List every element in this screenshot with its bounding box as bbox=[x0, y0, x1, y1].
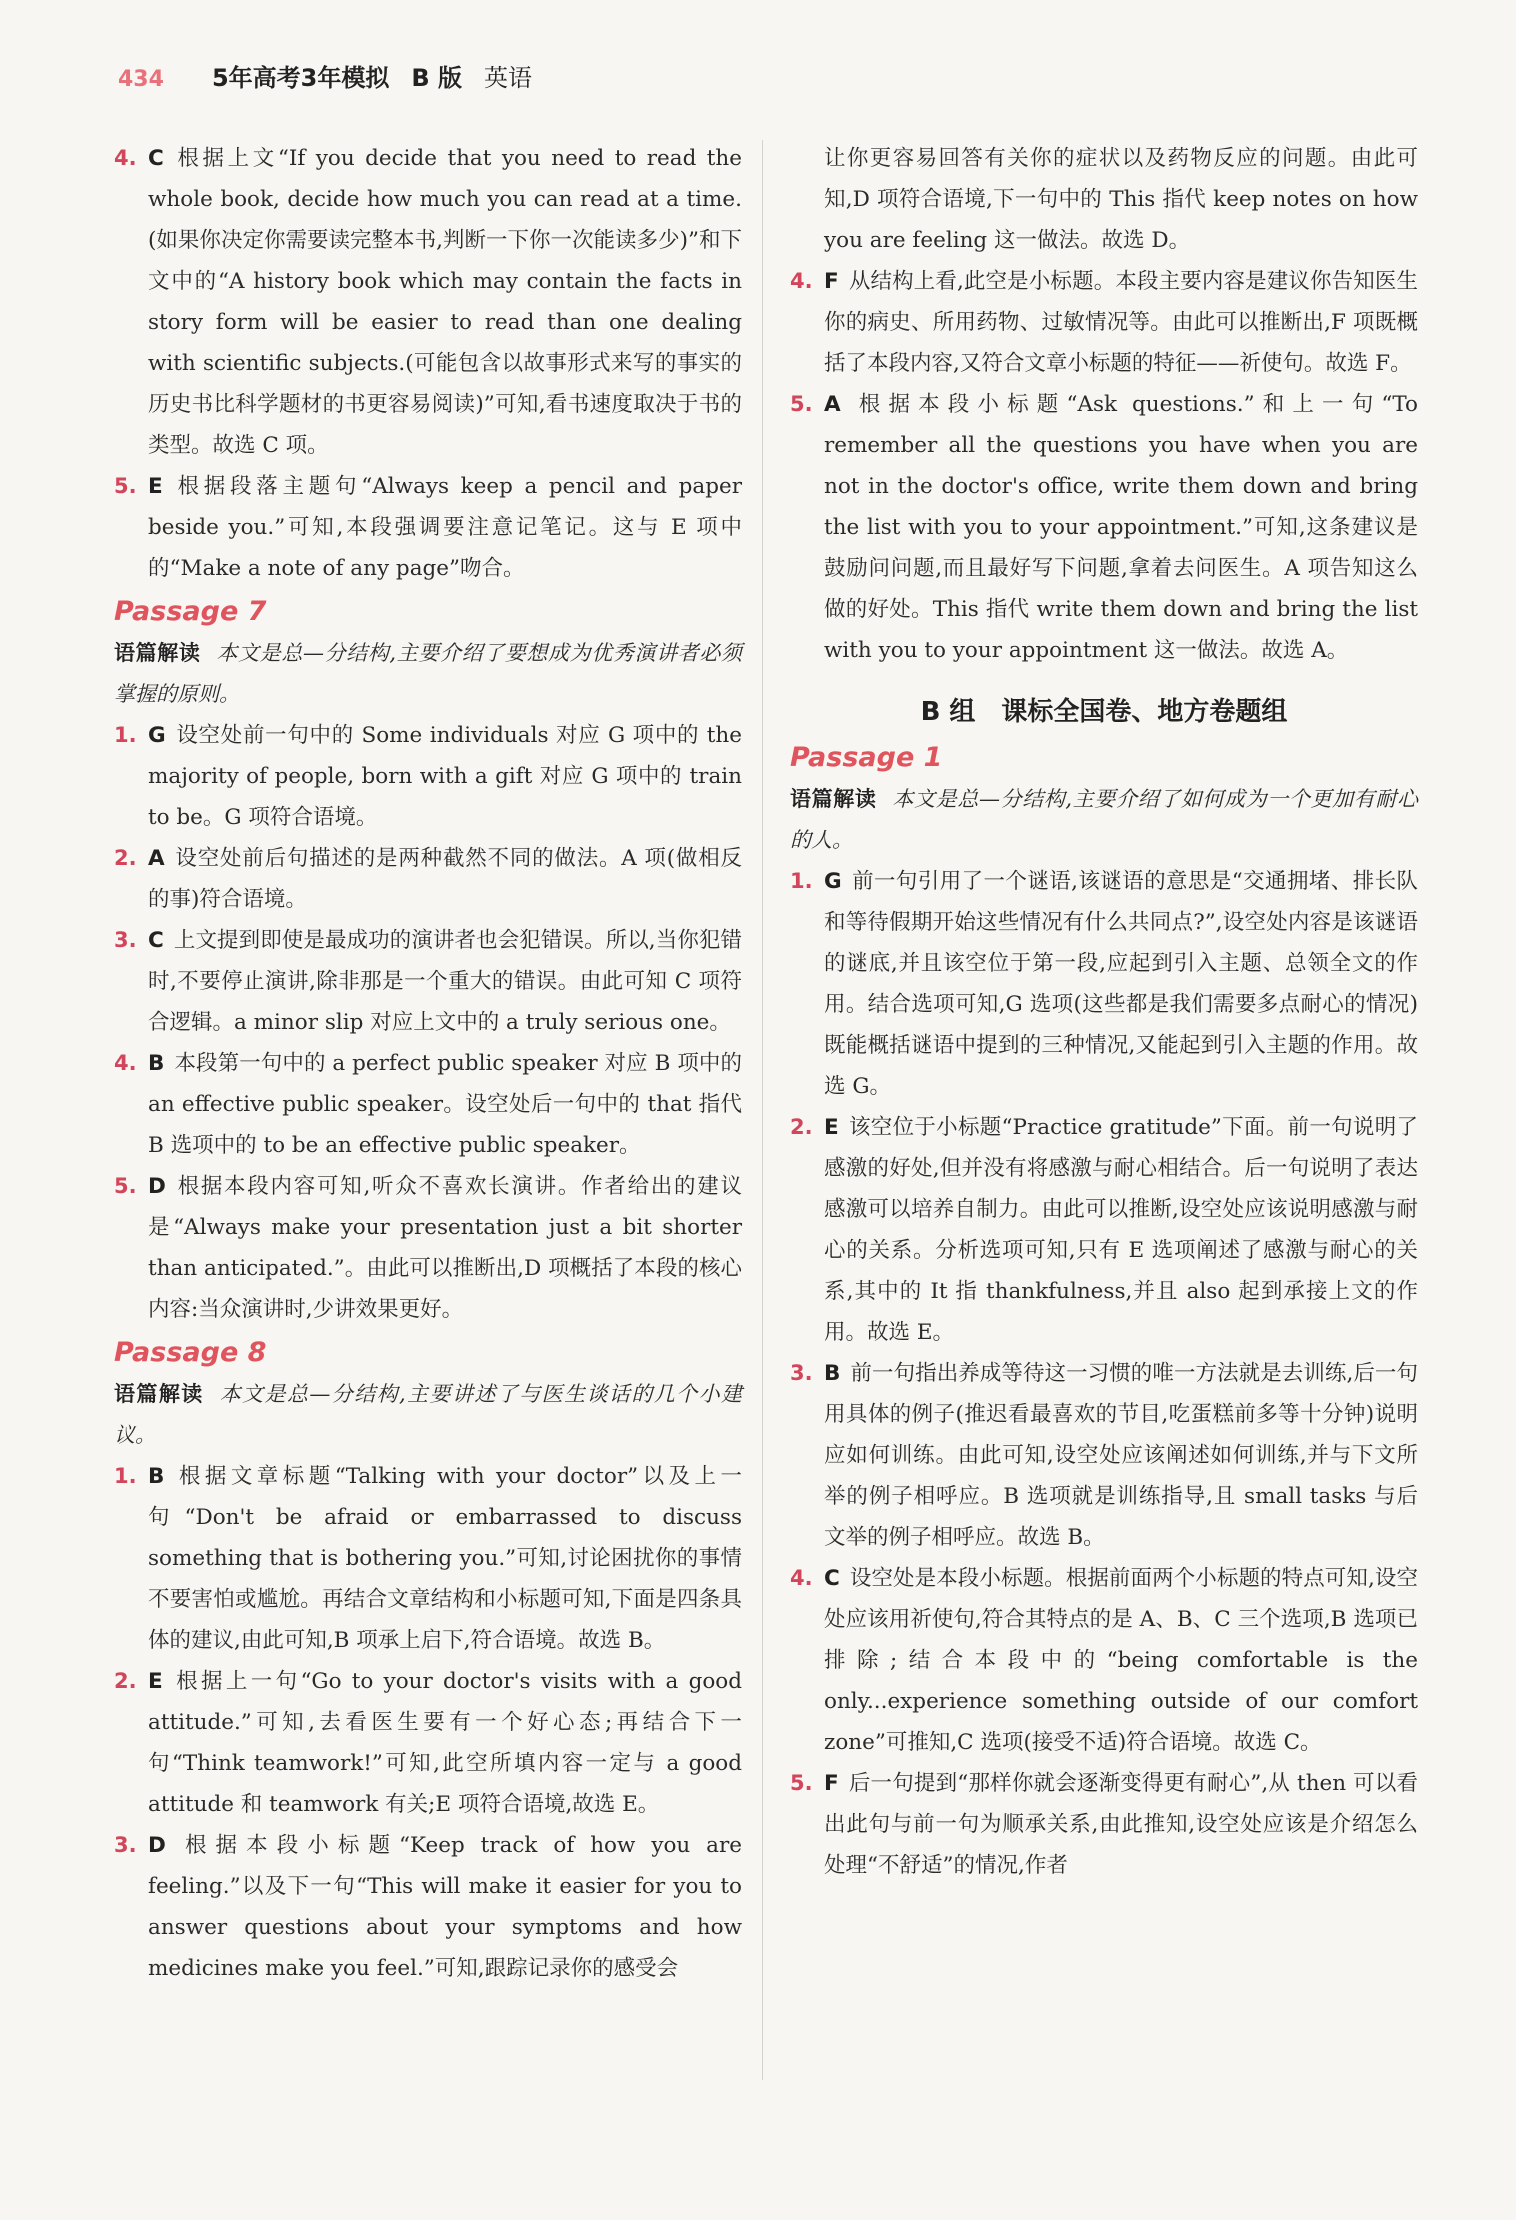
answer-item bbox=[114, 466, 742, 589]
answer-item bbox=[114, 920, 742, 1043]
summary-label: 语篇解读 bbox=[790, 787, 877, 811]
page-header bbox=[118, 58, 1418, 102]
answer-item bbox=[790, 1353, 1418, 1558]
answer-item bbox=[790, 1107, 1418, 1353]
item-text: 设空处是本段小标题。根据前面两个小标题的特点可知,设空处应该用祈使句,符合其特点的是 A、B、C 三个选项,B 选项已排除;结合本段中的“being comfortable is the only...experience something outside of our comfort zone”可推知,C 选项(接受不适)符合语境。故选 C。 bbox=[824, 1566, 1418, 1755]
item-number: 2. bbox=[114, 1669, 137, 1693]
passage-summary bbox=[114, 633, 742, 715]
answer-letter: A bbox=[148, 846, 165, 871]
answer-item bbox=[114, 715, 742, 838]
item-text: 设空处前后句描述的是两种截然不同的做法。A 项(做相反的事)符合语境。 bbox=[148, 846, 742, 912]
item-number: 2. bbox=[114, 846, 137, 870]
item-number: 4. bbox=[114, 146, 137, 170]
answer-letter: A bbox=[824, 392, 841, 417]
answer-letter: D bbox=[148, 1174, 166, 1199]
item-text: 从结构上看,此空是小标题。本段主要内容是建议你告知医生你的病史、所用药物、过敏情况等。由此可以推断出,F 项既概括了本段内容,又符合文章小标题的特征——祈使句。故选 F。 bbox=[824, 269, 1418, 376]
answer-letter: B bbox=[148, 1464, 165, 1489]
item-number: 4. bbox=[790, 269, 813, 293]
answer-letter: B bbox=[148, 1051, 165, 1076]
passage-summary bbox=[114, 1374, 742, 1456]
item-number: 4. bbox=[790, 1566, 813, 1590]
item-number: 5. bbox=[790, 392, 813, 416]
answer-letter: C bbox=[148, 928, 164, 953]
item-text: 根据本段小标题“Ask questions.”和上一句“To remember all the questions you have when you are not in the doctor's office, write them down and bring the list with you to your appointment.”可知,这条建议是鼓励问问题,而且最好写下问题,拿着去问医生。A 项告知这么做的好处。This 指代 write them down and bring the list with you to your appointment 这一做法。故选 A。 bbox=[824, 392, 1418, 663]
right-column bbox=[790, 138, 1418, 1886]
summary-text: 本文是总—分结构,主要介绍了如何成为一个更加有耐心的人。 bbox=[790, 787, 1418, 852]
summary-text: 本文是总—分结构,主要讲述了与医生谈话的几个小建议。 bbox=[114, 1382, 742, 1447]
item-number: 5. bbox=[114, 474, 137, 498]
answer-letter: G bbox=[148, 723, 166, 748]
answer-item bbox=[114, 838, 742, 920]
item-text: 前一句指出养成等待这一习惯的唯一方法就是去训练,后一句用具体的例子(推迟看最喜欢的节目,吃蛋糕前多等十分钟)说明应如何训练。由此可知,设空处应该阐述如何训练,并与下文所举的例子相呼应。B 选项就是训练指导,且 small tasks 与后文举的例子相呼应。故选 B。 bbox=[824, 1361, 1418, 1550]
answer-item bbox=[114, 1825, 742, 1989]
answer-item bbox=[114, 138, 742, 466]
answer-letter: G bbox=[824, 869, 842, 894]
answer-letter: C bbox=[824, 1566, 840, 1591]
item-number: 1. bbox=[114, 1464, 137, 1488]
answer-letter: F bbox=[824, 269, 839, 294]
answer-item bbox=[114, 1043, 742, 1166]
passage-summary bbox=[790, 779, 1418, 861]
answer-letter: C bbox=[148, 146, 164, 171]
passage-title: Passage 1 bbox=[790, 742, 943, 773]
item-text: 该空位于小标题“Practice gratitude”下面。前一句说明了感激的好处,但并没有将感激与耐心相结合。后一句说明了表达感激可以培养自制力。由此可以推断,设空处应该说明感激与耐心的关系。分析选项可知,只有 E 选项阐述了感激与耐心的关系,其中的 It 指 thankfulness,并且 also 起到承接上文的作用。故选 E。 bbox=[824, 1115, 1418, 1345]
continued-text: 让你更容易回答有关你的症状以及药物反应的问题。由此可知,D 项符合语境,下一句中的 This 指代 keep notes on how you are feeling 这一做法。故选 D。 bbox=[824, 146, 1418, 253]
answer-letter: D bbox=[148, 1833, 166, 1858]
item-number: 3. bbox=[114, 928, 137, 952]
item-text: 根据上一句“Go to your doctor's visits with a good attitude.”可知,去看医生要有一个好心态;再结合下一句“Think teamwork!”可知,此空所填内容一定与 a good attitude 和 teamwork 有关;E 项符合语境,故选 E。 bbox=[148, 1669, 742, 1817]
item-text: 根据文章标题“Talking with your doctor”以及上一句“Don't be afraid or embarrassed to discuss something that is bothering you.”可知,讨论困扰你的事情不要害怕或尴尬。再结合文章结构和小标题可知,下面是四条具体的建议,由此可知,B 项承上启下,符合语境。故选 B。 bbox=[148, 1464, 742, 1653]
item-number: 2. bbox=[790, 1115, 813, 1139]
summary-label: 语篇解读 bbox=[114, 1382, 204, 1406]
answer-item bbox=[790, 384, 1418, 671]
item-number: 3. bbox=[790, 1361, 813, 1385]
answer-item bbox=[790, 1558, 1418, 1763]
edition-label: B 版 bbox=[411, 64, 462, 92]
book-title: 5年高考3年模拟 bbox=[211, 64, 390, 92]
answer-letter: E bbox=[824, 1115, 839, 1140]
answer-letter: E bbox=[148, 1669, 163, 1694]
item-number: 5. bbox=[114, 1174, 137, 1198]
answer-item bbox=[114, 1456, 742, 1661]
answer-letter: E bbox=[148, 474, 163, 499]
answer-item bbox=[114, 1661, 742, 1825]
item-text: 本段第一句中的 a perfect public speaker 对应 B 项中的 an effective public speaker。设空处后一句中的 that 指代 B 选项中的 to be an effective public speaker。 bbox=[148, 1051, 742, 1158]
item-text: 根据本段小标题“Keep track of how you are feeling.”以及下一句“This will make it easier for you to answer questions about your symptoms and how medicines make you feel.”可知,跟踪记录你的感受会 bbox=[148, 1833, 742, 1981]
item-text: 根据本段内容可知,听众不喜欢长演讲。作者给出的建议是“Always make your presentation just a bit shorter than anticipated.”。由此可以推断出,D 项概括了本段的核心内容:当众演讲时,少讲效果更好。 bbox=[148, 1174, 742, 1322]
left-column bbox=[114, 138, 742, 1989]
answer-item bbox=[790, 261, 1418, 384]
answer-item bbox=[790, 861, 1418, 1107]
item-text: 上文提到即使是最成功的演讲者也会犯错误。所以,当你犯错时,不要停止演讲,除非那是一个重大的错误。由此可知 C 项符合逻辑。a minor slip 对应上文中的 a truly serious one。 bbox=[148, 928, 742, 1035]
item-number: 4. bbox=[114, 1051, 137, 1075]
group-heading: B 组 课标全国卷、地方卷题组 bbox=[920, 697, 1288, 727]
answer-item bbox=[790, 1763, 1418, 1886]
answer-letter: B bbox=[824, 1361, 841, 1386]
answer-item bbox=[114, 1166, 742, 1330]
subject-label: 英语 bbox=[484, 64, 532, 92]
item-text: 设空处前一句中的 Some individuals 对应 G 项中的 the majority of people, born with a gift 对应 G 项中的 train to be。G 项符合语境。 bbox=[148, 723, 742, 830]
item-number: 1. bbox=[790, 869, 813, 893]
item-text: 根据段落主题句“Always keep a pencil and paper beside you.”可知,本段强调要注意记笔记。这与 E 项中的“Make a note of any page”吻合。 bbox=[148, 474, 742, 581]
item-number: 3. bbox=[114, 1833, 137, 1857]
item-text: 根据上文“If you decide that you need to read the whole book, decide how much you can read at a time.(如果你决定你需要读完整本书,判断一下你一次能读多少)”和下文中的“A history book which may contain the facts in story form will be easier to read than one dealing with scientific subjects.(可能包含以故事形式来写的事实的历史书比科学题材的书更容易阅读)”可知,看书速度取决于书的类型。故选 C 项。 bbox=[148, 146, 742, 458]
item-number: 1. bbox=[114, 723, 137, 747]
item-text: 前一句引用了一个谜语,该谜语的意思是“交通拥堵、排长队和等待假期开始这些情况有什么共同点?”,设空处内容是该谜语的谜底,并且该空位于第一段,应起到引入主题、总领全文的作用。结合选项可知,G 选项(这些都是我们需要多点耐心的情况)既能概括谜语中提到的三种情况,又能起到引入主题的作用。故选 G。 bbox=[824, 869, 1418, 1099]
summary-label: 语篇解读 bbox=[114, 641, 201, 665]
page-number: 434 bbox=[118, 67, 164, 92]
item-text: 后一句提到“那样你就会逐渐变得更有耐心”,从 then 可以看出此句与前一句为顺承关系,由此推知,设空处应该是介绍怎么处理“不舒适”的情况,作者 bbox=[824, 1771, 1418, 1878]
column-divider bbox=[762, 140, 763, 2080]
item-number: 5. bbox=[790, 1771, 813, 1795]
summary-text: 本文是总—分结构,主要介绍了要想成为优秀演讲者必须掌握的原则。 bbox=[114, 641, 742, 706]
answer-letter: F bbox=[824, 1771, 839, 1796]
passage-title: Passage 8 bbox=[114, 1337, 267, 1368]
passage-title: Passage 7 bbox=[114, 596, 267, 627]
